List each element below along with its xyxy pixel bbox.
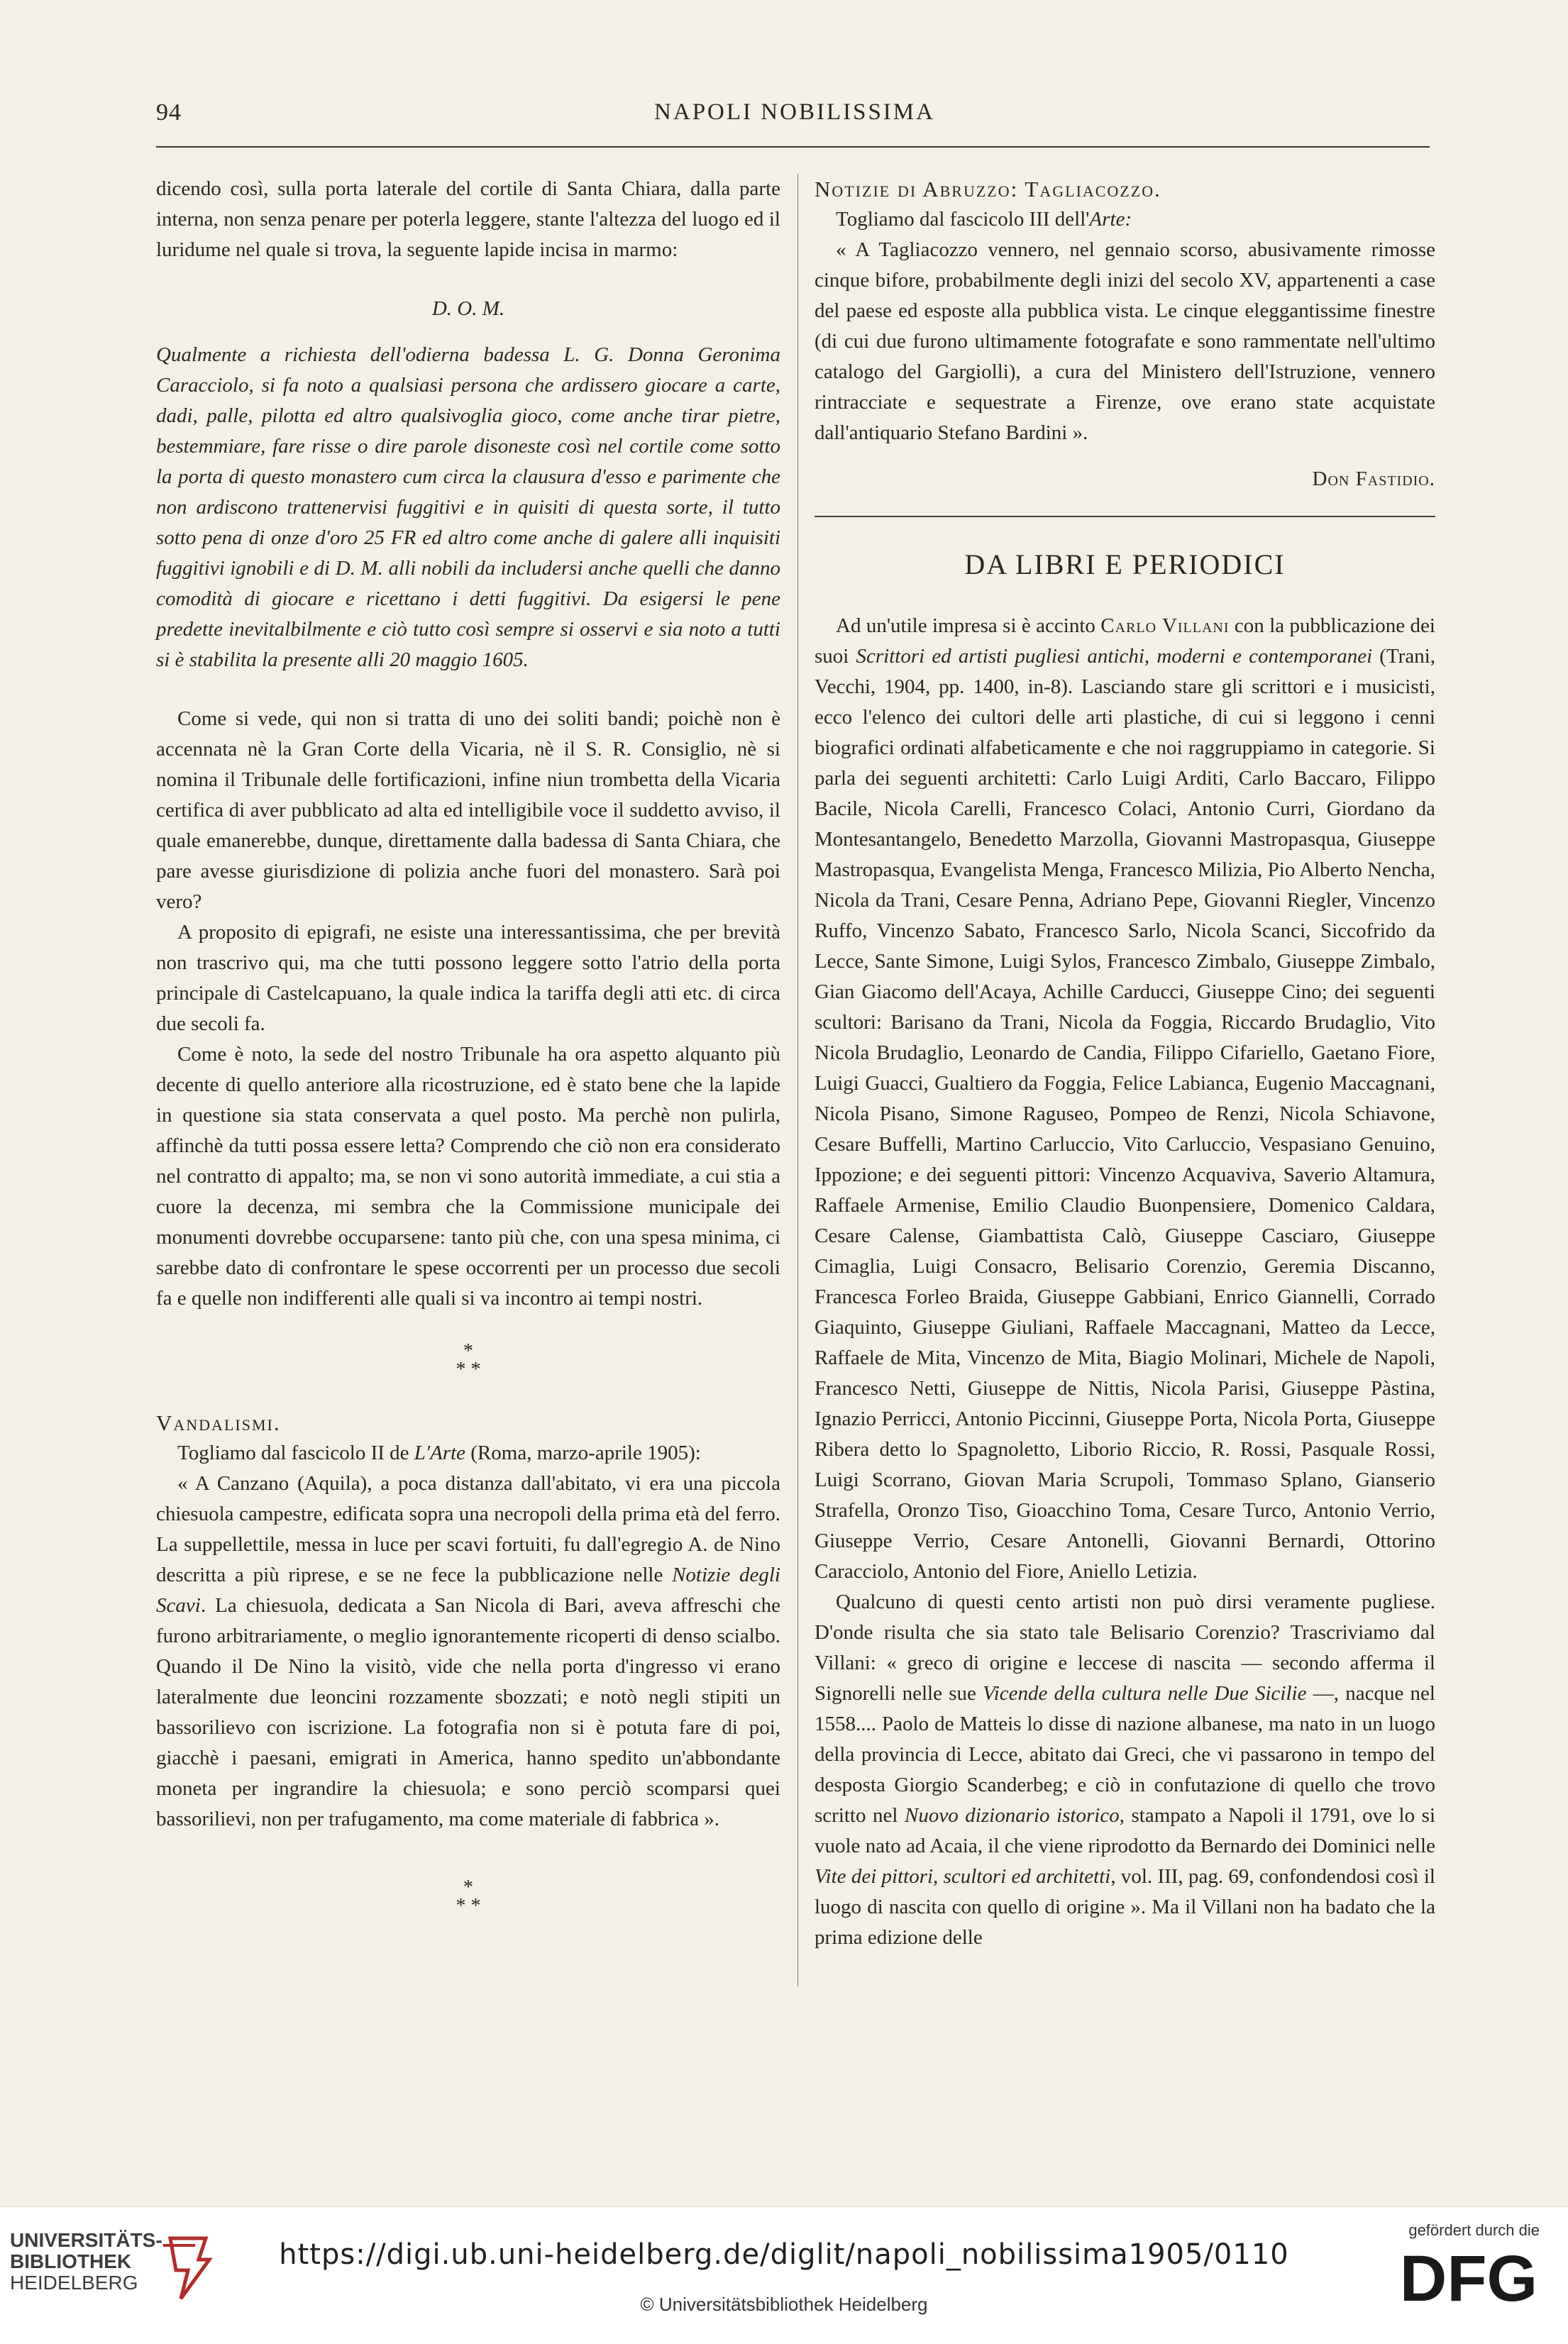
- library-name-line: BIBLIOTHEK: [10, 2250, 132, 2272]
- journal-title: NAPOLI NOBILISSIMA: [654, 99, 935, 125]
- viewer-footer: [0, 2206, 1568, 2344]
- asterism-stars: * *: [456, 1359, 481, 1381]
- funding-label: gefördert durch die: [1408, 2221, 1540, 2239]
- inscription-heading: D. O. M.: [431, 297, 505, 320]
- section-title: DA LIBRI E PERIODICI: [964, 548, 1286, 580]
- copyright-notice: © Universitätsbibliothek Heidelberg: [640, 2294, 928, 2315]
- paragraph: Ad un'utile impresa si è accinto Carlo Villani con la pubblicazione dei suoi Scrittori ed artisti pugliesi antichi, moderni e contemporanei (Trani, Vecchi, 1904, pp. 1400, in-8). Lasciando stare gli scrittori e i musicisti, ecco l'elenco dei cultori delle arti plastiche, di cui si leggono i cenni biografici ordinati alfabeticamente e che noi raggruppiamo in categorie. Si parla dei seguenti architetti: Carlo Luigi Arditi, Carlo Baccaro, Filippo Bacile, Nicola Carelli, Francesco Colaci, Antonio Curri, Giordano da Montesantangelo, Benedetto Marzolla, Giovanni Mastropasqua, Giuseppe Mastropasqua, Evangelista Menga, Francesco Milizia, Pio Alberto Nencha, Nicola da Trani, Cesare Penna, Adriano Pepe, Giovanni Riegler, Vincenzo Ruffo, Vincenzo Sabato, Francesco Sarlo, Nicola Scanci, Siccofrido da Lecce, Sante Simone, Luigi Sylos, Francesco Zimbalo, Giuseppe Zimbalo, Gian Giacomo dell'Acaya, Achille Carducci, Giuseppe Cino; dei seguenti scultori: Barisano da Trani, Nicola da Foggia, Riccardo Brudaglio, Vito Nicola Brudaglio, Leonardo de Candia, Filippo Cifariello, Gaetano Fiore, Luigi Guacci, Gualtiero da Foggia, Felice Labianca, Eugenio Maccagnani, Nicola Pisano, Simone Raguseo, Pompeo de Renzi, Nicola Schiavone, Cesare Buffelli, Martino Carluccio, Vito Carluccio, Vespasiano Genuino, Ippozione; e dei seguenti pittori: Vincenzo Acquaviva, Saverio Altamura, Raffaele Armenise, Emilio Claudio Buonpensiere, Domenico Caldara, Cesare Calense, Giambattista Calò, Giuseppe Casciaro, Giuseppe Cimaglia, Luigi Consacro, Belisario Corenzio, Geremia Discanno, Francesca Forleo Braida, Giuseppe Gabbiani, Enrico Giannelli, Corrado Giaquinto, Giuseppe Giuliani, Raffaele Maccagnani, Matteo da Lecce, Raffaele de Mita, Vincenzo de Mita, Biagio Molinari, Michele de Napoli, Francesco Netti, Giuseppe de Nittis, Nicola Parisi, Giuseppe Pàstina, Ignazio Perricci, Antonio Piccinni, Giuseppe Porta, Nicola Porta, Giuseppe Ribera detto lo Spagnoletto, Liborio Riccio, R. Rossi, Pasquale Rossi, Luigi Scorrano, Giovan Maria Scrupoli, Tommaso Splano, Gianserio Strafella, Oronzo Tiso, Gioacchino Toma, Cesare Turco, Antonio Verrio, Giuseppe Verrio, Cesare Antonelli, Giovanni Bernardi, Ottorino Caracciolo, Antonio del Fiore, Aniello Letizia.: [815, 614, 1435, 1583]
- permalink-url[interactable]: https://digi.ub.uni-heidelberg.de/diglit/napoli_nobilissima1905/0110: [279, 2238, 1289, 2271]
- paragraph: Come si vede, qui non si tratta di uno dei soliti bandi; poichè non è accennata nè la Gran Corte della Vicaria, nè il S. R. Consiglio, nè si nomina il Tribunale delle fortificazioni, infine niun trombetta della Vicaria certifica di aver pubblicato ad alta ed intelligibile voce il suddetto avviso, il quale emanerebbe, dunque, direttamente dalla badessa di Santa Chiara, che pare avesse giurisdizione di polizia anche fuori del monastero. Sarà poi vero?: [156, 707, 780, 913]
- signature: Don Fastidio.: [1312, 468, 1435, 490]
- paragraph: Come è noto, la sede del nostro Tribunale ha ora aspetto alquanto più decente di quello anteriore alla ricostruzione, ed è stato bene che la lapide in questione sia stata conservata a quel posto. Ma perchè non pulirla, affinchè da tutti possa essere letta? Comprendo che ciò non era considerato nel contratto di appalto; ma, se non vi sono autorità immediate, a cui stia a cuore la decenza, mi sembra che la Commissione municipale dei monumenti dovrebbe occuparsene: tanto più che, con una spesa minima, ci sarebbe dato di confrontare le spese occorrenti per un processo due secoli fa e quelle non indifferenti alle quali si va incontro ai tempi nostri.: [156, 1043, 780, 1310]
- left-column: [156, 174, 780, 1915]
- asterism: [156, 1342, 780, 1379]
- running-head: [156, 99, 1433, 135]
- section-rule: [815, 516, 1435, 517]
- asterism-star: *: [463, 1876, 473, 1898]
- paragraph: dicendo così, sulla porta laterale del cortile di Santa Chiara, dalla parte interna, non senza penare per poterla leggere, stante l'altezza del luogo ed il luridume nel quale si trova, la seguente lapide incisa in marmo:: [156, 177, 780, 261]
- paragraph: Qualcuno di questi cento artisti non può dirsi veramente pugliese. D'onde risulta che sia stato tale Belisario Corenzio? Trascriviamo dal Villani: « greco di origine e leccese di nascita — secondo afferma il Signorelli nelle sue Vicende della cultura nelle Due Sicilie —, nacque nel 1558.... Paolo de Matteis lo disse di nazione albanese, ma nato in un luogo della provincia di Lecce, abitato dai Greci, che vi passarono in tempo del desposta Giorgio Scanderbeg; e ciò in confutazione di quello che trovo scritto nel Nuovo dizionario istorico, stampato a Napoli il 1791, ove lo si vuole nato ad Acaia, il che viene riprodotto da Bernardo dei Dominici nelle Vite dei pittori, scultori ed architetti, vol. III, pag. 69, confondendosi così il luogo di nascita con quello di origine ». Ma il Villani non ha badato che la prima edizione delle: [815, 1591, 1436, 1949]
- dfg-logo-text: DFG: [1399, 2244, 1538, 2308]
- column-divider: [797, 174, 798, 1986]
- inscription-text: Qualmente a richiesta dell'odierna badessa L. G. Donna Geronima Caracciolo, si fa noto a qualsiasi persona che ardissero giocare a carte, dadi, palle, pilotta ed altro qualsivoglia gioco, come anche tirar pietre, bestemmiare, fare risse o dire parole disoneste così nel cortile come sotto la porta di questo monastero cum circa la clausura d'esso e parimente che non ardiscono trattenervisi fuggitivi e in quisiti di questa sorte, il tutto sotto pena di onze d'oro 25 FR ed altro come anche di galere alli inquisiti fuggitivi ignobili e di D. M. alli nobili da includersi anche quelli che danno comodità di giocare e ricettano i detti fuggitivi. Da esigersi le pene predette inevitalbilmente e ciò tutto così sempre si osservi e sia noto a tutti si è stabilita la presente alli 20 maggio 1605.: [156, 343, 780, 671]
- section-heading-notizie: Notizie di Abruzzo: Tagliacozzo.: [815, 177, 1161, 201]
- asterism: [156, 1876, 780, 1917]
- paragraph: Togliamo dal fascicolo III dell'Arte:: [836, 208, 1132, 231]
- paragraph: A proposito di epigrafi, ne esiste una interessantissima, che per brevità non trascrivo qui, ma che tutti possono leggere sotto l'atrio della porta principale di Castelcapuano, la quale indica la tariffa degli atti etc. di circa due secoli fa.: [156, 921, 780, 1035]
- dfg-logo[interactable]: [1391, 2244, 1547, 2308]
- asterism-stars: * *: [456, 1895, 481, 1917]
- section-heading-vandalismi: Vandalismi.: [156, 1410, 281, 1435]
- library-name-line: HEIDELBERG: [10, 2272, 138, 2294]
- header-rule: [156, 146, 1430, 148]
- library-name-line: UNIVERSITÄTS-: [10, 2229, 162, 2251]
- page-number: 94: [156, 99, 182, 126]
- paragraph: Togliamo dal fascicolo II de L'Arte (Roma, marzo-aprile 1905):: [177, 1442, 701, 1464]
- asterism-star: *: [463, 1340, 473, 1362]
- right-column: [815, 174, 1435, 1953]
- quoted-paragraph: « A Canzano (Aquila), a poca distanza dall'abitato, vi era una piccola chiesuola campestre, edificata sopra una necropoli della prima età del ferro. La suppellettile, messa in luce per scavi fortuiti, fu dall'egregio A. de Nino descritta a più riprese, e se ne fece la pubblicazione nelle Notizie degli Scavi. La chiesuola, dedicata a San Nicola di Bari, aveva affreschi che furono arbitrariamente, o meglio ignorantemente ricoperti di denso scialbo. Quando il De Nino la visitò, vide che nella porta d'ingresso vi erano lateralmente due leoncini rozzamente sbozzati; e notò negli stipiti un bassorilievo con iscrizione. La fotografia non si è potuta fare di poi, giacchè i paesani, emigrati in America, hanno spedito un'abbondante moneta per ingrandire la chiesuola; e sono perciò scomparsi quei bassorilievi, non per trafugamento, ma come materiale di fabbrica ».: [156, 1472, 780, 1830]
- quoted-paragraph: « A Tagliacozzo vennero, nel gennaio scorso, abusivamente rimosse cinque bifore, probabilmente degli inizi del secolo XV, appartenenti a case del paese ed esposte alla pubblica vista. Le cinque eleggantissime finestre (di cui due furono ultimamente fotografate e sono rammentate nell'ultimo catalogo del Gargiolli), a cura del Ministero dell'Istruzione, vennero rintracciate e sequestrate a Firenze, ove erano state acquistate dall'antiquario Stefano Bardini ».: [815, 238, 1435, 444]
